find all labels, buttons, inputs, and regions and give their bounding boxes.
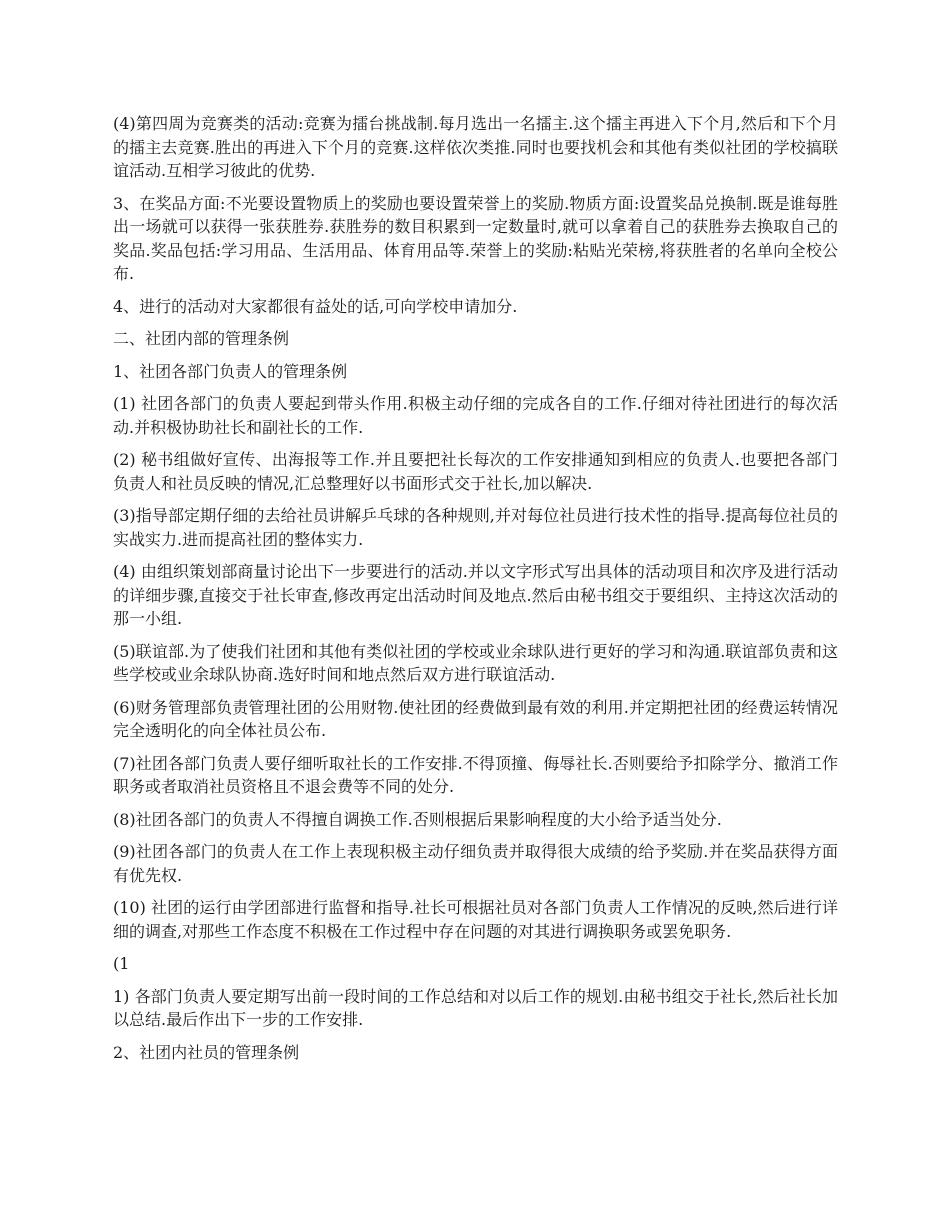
rule-item-11-fragment: (1: [113, 954, 130, 973]
rule-item-1: (1) 社团各部门的负责人要起到带头作用.积极主动仔细的完成各自的工作.仔细对待社团进行的每次活动.并积极协助社长和副社长的工作.: [113, 394, 838, 437]
paragraph-prizes: 3、在奖品方面:不光要设置物质上的奖励也要设置荣誉上的奖励.物质方面:设置奖品兑换制.既是谁每胜出一场就可以获得一张获胜券.获胜券的数目积累到一定数量时,就可以拿着自己的获胜券去换取自己的奖品.奖品包括:学习用品、生活用品、体育用品等.荣誉上的奖励:粘贴光荣榜,将获胜者的名单向全校公布.: [113, 193, 838, 283]
paragraph-credit-application: 4、进行的活动对大家都很有益处的话,可向学校申请加分.: [113, 296, 518, 316]
rule-item-2: (2) 秘书组做好宣传、出海报等工作.并且要把社长每次的工作安排通知到相应的负责人.也要把各部门负责人和社员反映的情况,汇总整理好以书面形式交于社长,加以解决.: [113, 450, 838, 493]
rule-item-6: (6)财务管理部负责管理社团的公用财物.使社团的经费做到最有效的利用.并定期把社团的经费运转情况完全透明化的向全体社员公布.: [113, 697, 838, 740]
document-body: [113, 112, 838, 1073]
rule-item-7: (7)社团各部门负责人要仔细听取社长的工作安排.不得顶撞、侮辱社长.否则要给予扣除学分、撤消工作职务或者取消社员资格且不退会费等不同的处分.: [113, 753, 838, 796]
rule-item-8: (8)社团各部门的负责人不得擅自调换工作.否则根据后果影响程度的大小给予适当处分.: [113, 809, 722, 829]
rule-item-3: (3)指导部定期仔细的去给社员讲解乒乓球的各种规则,并对每位社员进行技术性的指导.提高每位社员的实战实力.进而提高社团的整体实力.: [113, 506, 838, 549]
rule-item-10: (10) 社团的运行由学团部进行监督和指导.社长可根据社员对各部门负责人工作情况的反映,然后进行详细的调查,对那些工作态度不积极在工作过程中存在问题的对其进行调换职务或罢免职务.: [113, 898, 838, 941]
rule-item-9: (9)社团各部门的负责人在工作上表现积极主动仔细负责并取得很大成绩的给予奖励.并在奖品获得方面有优先权.: [113, 842, 838, 885]
rule-item-4: (4) 由组织策划部商量讨论出下一步要进行的活动.并以文字形式写出具体的活动项目和次序及进行活动的详细步骤,直接交于社长审查,修改再定出活动时间及地点.然后由秘书组交于要组织、主持这次活动的那一小组.: [113, 562, 838, 628]
subsection-heading-member-rules: 2、社团内社员的管理条例: [113, 1042, 300, 1062]
subsection-heading-department-heads: 1、社团各部门负责人的管理条例: [113, 361, 348, 381]
rule-item-5: (5)联谊部.为了使我们社团和其他有类似社团的学校或业余球队进行更好的学习和沟通.联谊部负责和这些学校或业余球队协商.选好时间和地点然后双方进行联谊活动.: [113, 641, 838, 684]
paragraph-competition-week4: (4)第四周为竞赛类的活动:竞赛为擂台挑战制.每月选出一名擂主.这个擂主再进入下个月,然后和下个月的擂主去竞赛.胜出的再进入下个月的竞赛.这样依次类推.同时也要找机会和其他有类似社团的学校搞联谊活动.互相学习彼此的优势.: [113, 114, 838, 180]
rule-item-11-text: 1) 各部门负责人要定期写出前一段时间的工作总结和对以后工作的规划.由秘书组交于社长,然后社长加以总结.最后作出下一步的工作安排.: [113, 986, 838, 1029]
section-heading-internal-rules: 二、社团内部的管理条例: [113, 329, 290, 348]
